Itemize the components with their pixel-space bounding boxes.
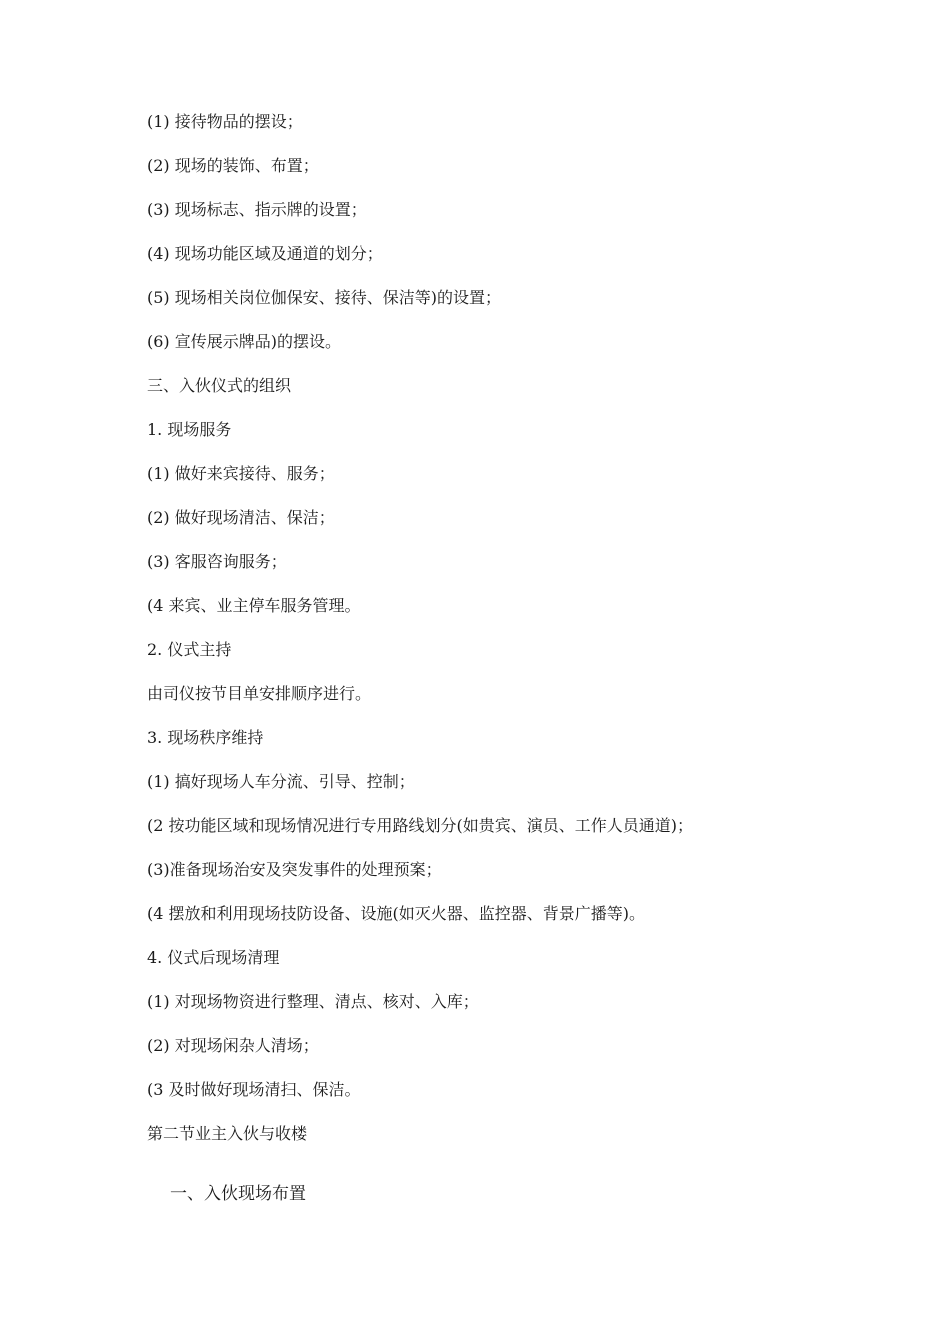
- chapter-heading: 第二节业主入伙与收楼: [147, 1124, 308, 1143]
- list-item: (3 及时做好现场清扫、保洁。: [147, 1080, 361, 1099]
- list-item: (3) 现场标志、指示牌的设置；: [147, 200, 367, 219]
- list-item: (4 来宾、业主停车服务管理。: [147, 596, 361, 615]
- subsection-heading: 2. 仪式主持: [147, 640, 232, 659]
- list-item: (2) 现场的装饰、布置；: [147, 156, 319, 175]
- list-item: (5) 现场相关岗位伽保安、接待、保洁等)的设置；: [147, 288, 501, 307]
- list-item: (1) 接待物品的摆设；: [147, 112, 303, 131]
- list-item: (1) 搞好现场人车分流、引导、控制；: [147, 772, 415, 791]
- list-item: (1) 做好来宾接待、服务；: [147, 464, 335, 483]
- subsection-heading: 4. 仪式后现场清理: [147, 948, 280, 967]
- list-item: (6) 宣传展示牌品)的摆设。: [147, 332, 341, 351]
- list-item: (1) 对现场物资进行整理、清点、核对、入库；: [147, 992, 479, 1011]
- list-item: (3)准备现场治安及突发事件的处理预案；: [147, 860, 442, 879]
- list-item: (2) 对现场闲杂人清场；: [147, 1036, 319, 1055]
- section-heading: 三、入伙仪式的组织: [147, 376, 292, 395]
- list-item: (4) 现场功能区域及通道的划分；: [147, 244, 383, 263]
- list-item: (4 摆放和利用现场技防设备、设施(如灭火器、监控器、背景广播等)。: [147, 904, 645, 923]
- subsection-heading: 1. 现场服务: [147, 420, 232, 439]
- section-heading: 一、入伙现场布置: [170, 1184, 306, 1204]
- paragraph: 由司仪按节目单安排顺序进行。: [147, 684, 372, 703]
- list-item: (2) 做好现场清洁、保洁；: [147, 508, 335, 527]
- list-item: (3) 客服咨询服务；: [147, 552, 287, 571]
- subsection-heading: 3. 现场秩序维持: [147, 728, 264, 747]
- list-item: (2 按功能区域和现场情况进行专用路线划分(如贵宾、演员、工作人员通道)；: [147, 816, 693, 835]
